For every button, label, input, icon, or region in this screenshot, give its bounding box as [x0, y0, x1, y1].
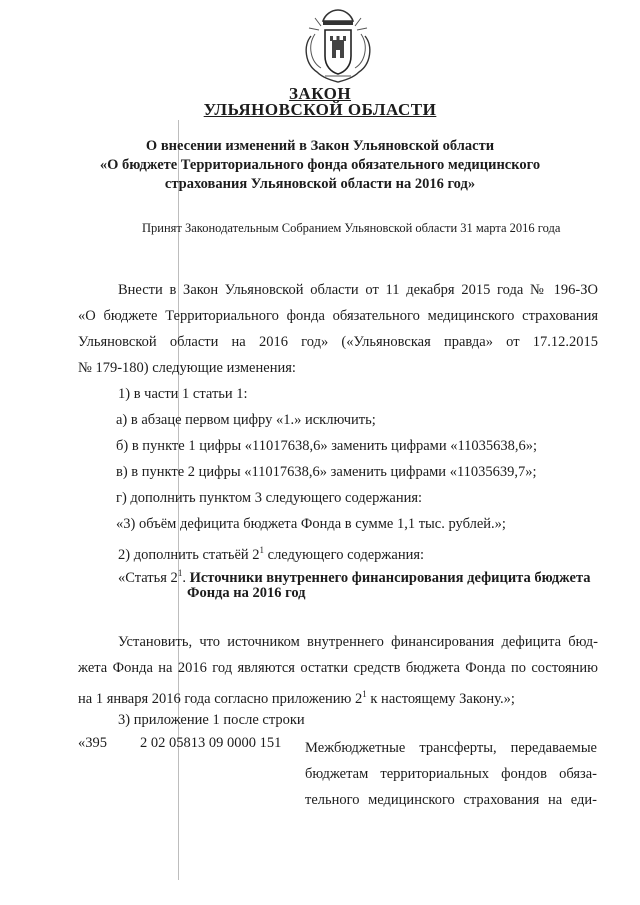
- item-1g: г) дополнить пунктом 3 следующего содержания:: [116, 490, 423, 506]
- law-heading-line: «О бюджете Территориального фонда обязательного медицинского: [99, 157, 541, 173]
- law-title: ЗАКОН: [288, 84, 352, 103]
- item-2-text-end: следующего содержания:: [264, 547, 425, 563]
- item-1v: в) в пункте 2 цифры «11017638,6» заменить цифрами «11035639,7»;: [116, 464, 537, 480]
- row-description-line: бюджетам территориальных фондов обяза-: [305, 766, 597, 782]
- region-title: УЛЬЯНОВСКОЙ ОБЛАСТИ: [203, 100, 437, 119]
- intro-line: № 179-180) следующие изменения:: [78, 360, 296, 376]
- article-paragraph: [78, 629, 598, 712]
- item-1b: б) в пункте 1 цифры «11017638,6» заменить цифрами «11035638,6»;: [116, 438, 538, 454]
- intro-line: Ульяновской области на 2016 год» («Ульяновская правда» от 17.12.2015: [78, 334, 598, 350]
- item-1: 1) в части 1 статьи 1:: [118, 386, 248, 402]
- article-title-cont: Фонда на 2016 год: [187, 585, 306, 601]
- article-sup: 1: [177, 568, 183, 578]
- item-1a: а) в абзаце первом цифру «1.» исключить;: [116, 412, 376, 428]
- item-2-text: 2) дополнить статьёй 2: [118, 547, 260, 563]
- article-line: жета Фонда на 2016 год являются остатки средств бюджета Фонда по состоянию: [78, 660, 598, 676]
- law-heading-line: страхования Ульяновской области на 2016 год»: [164, 176, 476, 192]
- article-title: Источники внутреннего финансирования дефицита бюджета: [189, 570, 591, 586]
- article-line-sup: 1: [362, 689, 367, 699]
- coat-of-arms-emblem-icon: [301, 6, 375, 86]
- item-3: 3) приложение 1 после строки: [118, 712, 305, 728]
- item-1g-quote: «3) объём дефицита бюджета Фонда в сумме 1,1 тыс. рублей.»;: [116, 516, 506, 532]
- adoption-note: Принят Законодательным Собранием Ульяновской области 31 марта 2016 года: [142, 221, 561, 235]
- article-line-text: на 1 января 2016 года согласно приложению 2: [78, 691, 363, 707]
- article-label: «Статья 2: [118, 570, 178, 586]
- article-dot: .: [182, 570, 186, 586]
- row-budget-code: 2 02 05813 09 0000 151: [140, 735, 282, 751]
- row-admin-code: «395: [78, 735, 107, 751]
- row-description-line: Межбюджетные трансферты, передаваемые: [305, 740, 597, 756]
- row-description-line: тельного медицинского страхования на еди-: [305, 792, 597, 808]
- intro-line: Внести в Закон Ульяновской области от 11 декабря 2015 года № 196-ЗО: [118, 282, 598, 298]
- article-line: Установить, что источником внутреннего финансирования дефицита бюд-: [118, 634, 598, 650]
- intro-paragraph: [78, 277, 598, 381]
- item-2-sup: 1: [259, 545, 265, 555]
- article-line-text-end: к настоящему Закону.»;: [366, 691, 515, 707]
- law-heading: [60, 137, 580, 194]
- row-description: [305, 735, 597, 813]
- law-heading-line: О внесении изменений в Закон Ульяновской области: [145, 138, 495, 154]
- intro-line: «О бюджете Территориального фонда обязательного медицинского страхования: [78, 308, 598, 324]
